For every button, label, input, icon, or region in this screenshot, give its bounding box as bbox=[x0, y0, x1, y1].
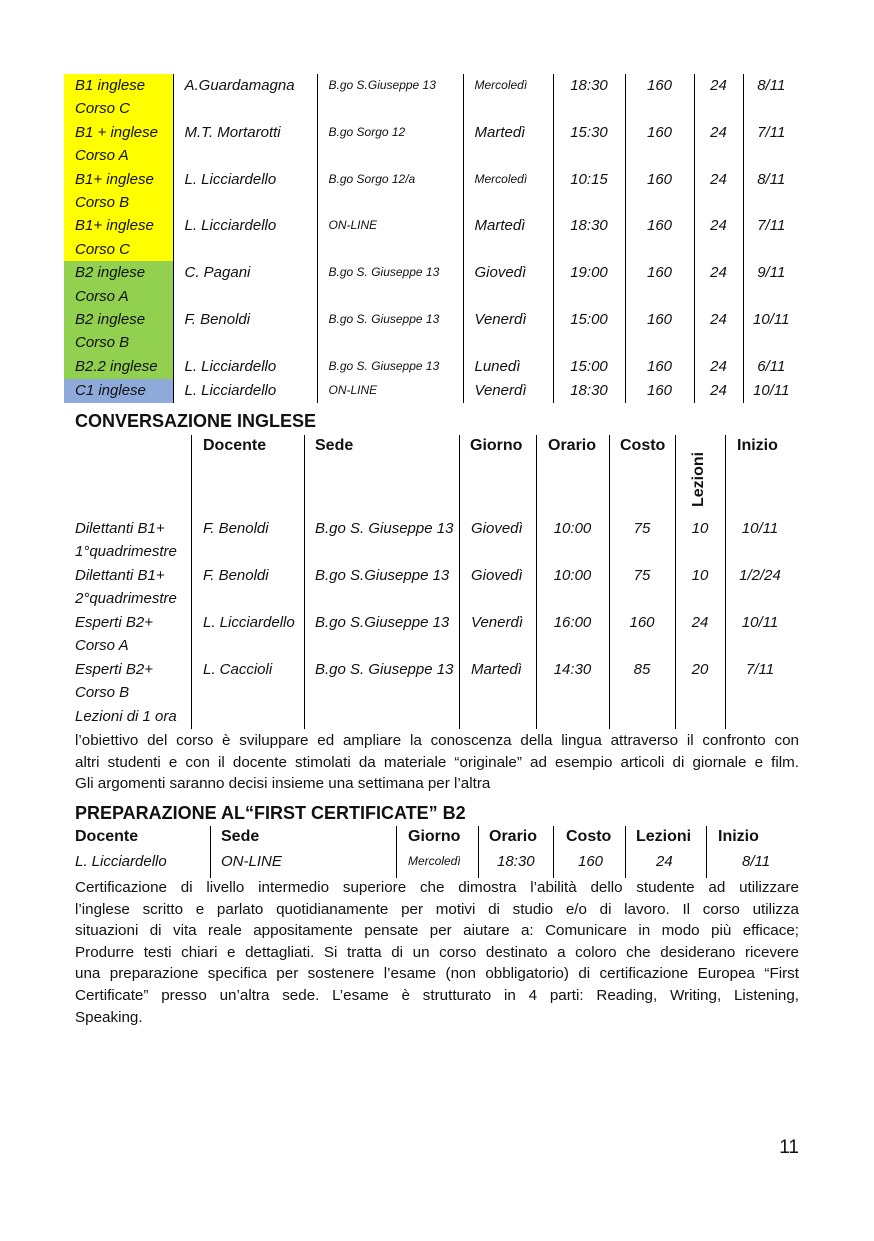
courses-table bbox=[64, 74, 799, 403]
lessons-cell: 10 bbox=[691, 567, 709, 584]
time-cell: 14:30 bbox=[553, 661, 592, 678]
cost-cell: 75 bbox=[633, 567, 651, 584]
time-cell: 10:00 bbox=[553, 567, 592, 584]
course-cell: B2 inglese Corso A bbox=[64, 261, 173, 308]
course-cell: Esperti B2+ Corso B Lezioni di 1 ora bbox=[75, 661, 177, 725]
section-title-conversazione: CONVERSAZIONE INGLESE bbox=[75, 411, 317, 431]
teacher-cell: C. Pagani bbox=[173, 261, 317, 308]
teacher-cell: L. Licciardello bbox=[173, 379, 317, 403]
day-cell: Venerdì bbox=[463, 308, 553, 355]
cost-cell: 160 bbox=[625, 379, 694, 403]
header-lezioni: Lezioni bbox=[690, 451, 707, 507]
day-cell: Martedì bbox=[463, 214, 553, 261]
start-cell: 10/11 bbox=[743, 308, 799, 355]
paragraph-line: Certificazione di livello intermedio superiore che dimostra l’abilità dello studente ad utilizzare bbox=[75, 879, 799, 896]
header-costo: Costo bbox=[620, 437, 666, 454]
day-cell: Giovedì bbox=[471, 567, 523, 584]
column-divider bbox=[191, 435, 192, 729]
place-cell: B.go Sorgo 12/a bbox=[317, 168, 463, 215]
paragraph-line: Produrre testi chiari e dettagliati. Si tratta di un corso destinato a coloro che desiderano ricevere bbox=[75, 943, 799, 961]
time-cell: 10:00 bbox=[553, 520, 592, 537]
table-row bbox=[64, 261, 799, 308]
cost-cell: 160 bbox=[629, 614, 655, 631]
time-cell: 18:30 bbox=[553, 214, 625, 261]
day-cell: Martedì bbox=[471, 661, 522, 678]
time-cell: 15:00 bbox=[553, 355, 625, 379]
start-cell: 6/11 bbox=[743, 355, 799, 379]
header-lezioni: Lezioni bbox=[636, 828, 692, 845]
cost-cell: 75 bbox=[633, 520, 651, 537]
cost-cell: 160 bbox=[625, 308, 694, 355]
lessons-cell: 24 bbox=[694, 214, 743, 261]
teacher-cell: L. Licciardello bbox=[173, 214, 317, 261]
time-cell: 15:00 bbox=[553, 308, 625, 355]
conversazione-description bbox=[75, 730, 799, 795]
header-sede: Sede bbox=[315, 437, 354, 454]
lessons-cell: 24 bbox=[656, 853, 673, 870]
day-cell: Giovedì bbox=[463, 261, 553, 308]
day-cell: Mercoledì bbox=[463, 74, 553, 121]
day-cell: Lunedì bbox=[463, 355, 553, 379]
course-cell: B1 inglese Corso C bbox=[64, 74, 173, 121]
paragraph-line: Gli argomenti saranno decisi insieme una settimana per l’altra bbox=[75, 775, 491, 793]
course-cell: Dilettanti B1+ 1°quadrimestre bbox=[75, 520, 177, 561]
day-cell: Martedì bbox=[463, 121, 553, 168]
table-row bbox=[64, 121, 799, 168]
cost-cell: 160 bbox=[578, 853, 604, 870]
table-row bbox=[64, 168, 799, 215]
time-cell: 18:30 bbox=[553, 74, 625, 121]
lessons-cell: 24 bbox=[694, 261, 743, 308]
course-cell: B1+ inglese Corso B bbox=[64, 168, 173, 215]
column-divider bbox=[553, 826, 554, 878]
time-cell: 18:30 bbox=[553, 379, 625, 403]
teacher-cell: F. Benoldi bbox=[203, 520, 269, 537]
cost-cell: 160 bbox=[625, 214, 694, 261]
start-cell: 7/11 bbox=[745, 661, 775, 678]
time-cell: 15:30 bbox=[553, 121, 625, 168]
lessons-cell: 24 bbox=[694, 74, 743, 121]
lessons-cell: 24 bbox=[694, 121, 743, 168]
day-cell: Mercoledì bbox=[463, 168, 553, 215]
place-cell: B.go S. Giuseppe 13 bbox=[317, 261, 463, 308]
day-cell: Giovedì bbox=[471, 520, 523, 537]
paragraph-line: l’obiettivo del corso è sviluppare ed ampliare la conoscenza della lingua attraverso il confronto con bbox=[75, 732, 799, 749]
lessons-cell: 24 bbox=[694, 355, 743, 379]
header-docente: Docente bbox=[75, 828, 139, 845]
start-cell: 10/11 bbox=[743, 379, 799, 403]
place-cell: ON-LINE bbox=[221, 853, 282, 870]
place-cell: B.go S.Giuseppe 13 bbox=[315, 614, 450, 631]
time-cell: 16:00 bbox=[553, 614, 592, 631]
column-divider bbox=[625, 826, 626, 878]
course-cell: B1 + inglese Corso A bbox=[64, 121, 173, 168]
start-cell: 9/11 bbox=[743, 261, 799, 308]
lessons-cell: 24 bbox=[691, 614, 709, 631]
cost-cell: 85 bbox=[633, 661, 651, 678]
start-cell: 7/11 bbox=[743, 121, 799, 168]
place-cell: ON-LINE bbox=[317, 379, 463, 403]
place-cell: B.go S. Giuseppe 13 bbox=[315, 661, 454, 678]
table-row bbox=[64, 308, 799, 355]
teacher-cell: A.Guardamagna bbox=[173, 74, 317, 121]
course-cell: B2 inglese Corso B bbox=[64, 308, 173, 355]
cost-cell: 160 bbox=[625, 74, 694, 121]
place-cell: B.go S. Giuseppe 13 bbox=[315, 520, 454, 537]
teacher-cell: L. Licciardello bbox=[203, 614, 295, 631]
header-giorno: Giorno bbox=[470, 437, 523, 454]
course-cell: B2.2 inglese bbox=[64, 355, 173, 379]
teacher-cell: M.T. Mortarotti bbox=[173, 121, 317, 168]
day-cell: Mercoledì bbox=[408, 854, 461, 868]
lessons-cell: 24 bbox=[694, 308, 743, 355]
first-certificate-description bbox=[75, 877, 799, 1028]
day-cell: Venerdì bbox=[463, 379, 553, 403]
header-orario: Orario bbox=[489, 828, 538, 845]
header-costo: Costo bbox=[566, 828, 612, 845]
course-cell: B1+ inglese Corso C bbox=[64, 214, 173, 261]
paragraph-line: Certificate” presso un’altra sede. L’esame è strutturato in 4 parti: Reading, Writing, Listening, bbox=[75, 986, 799, 1004]
lessons-cell: 20 bbox=[691, 661, 709, 678]
column-divider bbox=[478, 826, 479, 878]
paragraph-line: una preparazione specifica per sostenere l’esame (non obbligatorio) di certificazione Europea “First bbox=[75, 965, 799, 983]
first-certificate-table bbox=[64, 826, 799, 878]
header-sede: Sede bbox=[221, 828, 260, 845]
paragraph-line: Speaking. bbox=[75, 1008, 143, 1026]
table-row bbox=[64, 214, 799, 261]
start-cell: 7/11 bbox=[743, 214, 799, 261]
header-inizio: Inizio bbox=[718, 828, 759, 845]
cost-cell: 160 bbox=[625, 168, 694, 215]
column-divider bbox=[459, 435, 460, 729]
place-cell: B.go S.Giuseppe 13 bbox=[317, 74, 463, 121]
cost-cell: 160 bbox=[625, 121, 694, 168]
start-cell: 10/11 bbox=[741, 520, 779, 537]
paragraph-line: situazioni di vita reale appositamente pensate per aiutare a: Comunicare in modo più efficace; bbox=[75, 922, 799, 940]
start-cell: 1/2/24 bbox=[739, 567, 781, 584]
paragraph-line: l’inglese scritto e parlato quotidianamente per motivi di studio e/o di lavoro. Il corso utilizza bbox=[75, 900, 799, 918]
header-orario: Orario bbox=[548, 437, 597, 454]
conversation-table bbox=[64, 435, 799, 729]
time-cell: 18:30 bbox=[497, 853, 535, 870]
table-row bbox=[64, 355, 799, 379]
column-divider bbox=[706, 826, 707, 878]
time-cell: 10:15 bbox=[553, 168, 625, 215]
teacher-cell: F. Benoldi bbox=[203, 567, 269, 584]
header-giorno: Giorno bbox=[408, 828, 461, 845]
page-number: 11 bbox=[779, 1137, 799, 1158]
place-cell: B.go S. Giuseppe 13 bbox=[317, 355, 463, 379]
place-cell: B.go Sorgo 12 bbox=[317, 121, 463, 168]
column-divider bbox=[396, 826, 397, 878]
table-row bbox=[64, 74, 799, 121]
start-cell: 8/11 bbox=[743, 74, 799, 121]
start-cell: 8/11 bbox=[742, 853, 771, 870]
paragraph-line: altri studenti e con il docente stimolati da materiale “originale” ad esempio articoli di giornale e film. bbox=[75, 753, 799, 771]
table-row bbox=[64, 379, 799, 403]
header-docente: Docente bbox=[203, 437, 267, 454]
place-cell: ON-LINE bbox=[317, 214, 463, 261]
teacher-cell: F. Benoldi bbox=[173, 308, 317, 355]
column-divider bbox=[304, 435, 305, 729]
start-cell: 10/11 bbox=[741, 614, 779, 631]
start-cell: 8/11 bbox=[743, 168, 799, 215]
lessons-cell: 10 bbox=[691, 520, 709, 537]
teacher-cell: L. Caccioli bbox=[203, 661, 273, 678]
course-cell: Esperti B2+ Corso A bbox=[75, 614, 153, 655]
place-cell: B.go S. Giuseppe 13 bbox=[317, 308, 463, 355]
day-cell: Venerdì bbox=[471, 614, 523, 631]
time-cell: 19:00 bbox=[553, 261, 625, 308]
section-title-first-certificate: PREPARAZIONE AL“FIRST CERTIFICATE” B2 bbox=[75, 803, 466, 823]
lessons-cell: 24 bbox=[694, 168, 743, 215]
teacher-cell: L. Licciardello bbox=[173, 355, 317, 379]
cost-cell: 160 bbox=[625, 355, 694, 379]
header-inizio: Inizio bbox=[737, 437, 778, 454]
course-cell: C1 inglese bbox=[64, 379, 173, 403]
teacher-cell: L. Licciardello bbox=[75, 853, 167, 870]
cost-cell: 160 bbox=[625, 261, 694, 308]
course-cell: Dilettanti B1+ 2°quadrimestre bbox=[75, 567, 177, 608]
teacher-cell: L. Licciardello bbox=[173, 168, 317, 215]
lessons-cell: 24 bbox=[694, 379, 743, 403]
place-cell: B.go S.Giuseppe 13 bbox=[315, 567, 450, 584]
column-divider bbox=[210, 826, 211, 878]
